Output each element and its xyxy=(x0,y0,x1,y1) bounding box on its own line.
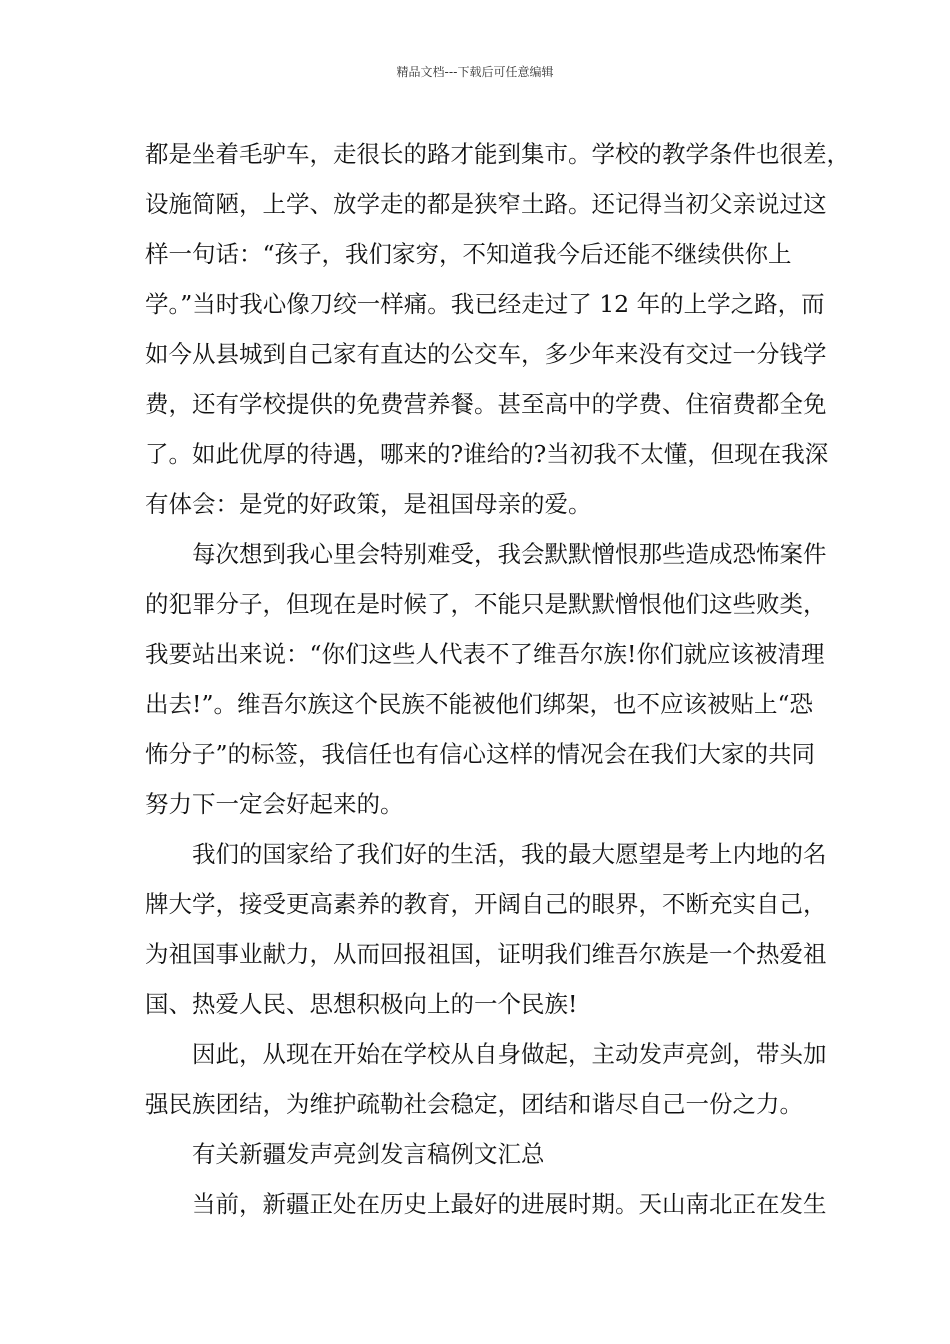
text-line: 怖分子”的标签，我信任也有信心这样的情况会在我们大家的共同 xyxy=(145,740,816,768)
paragraph xyxy=(145,129,850,529)
text-line: 样一句话：“孩子，我们家穷，不知道我今后还能不继续供你上 xyxy=(145,240,792,268)
document-body xyxy=(145,129,850,1229)
text-line: 我们的国家给了我们好的生活，我的最大愿望是考上内地的名 xyxy=(192,840,827,868)
text-line: 费，还有学校提供的免费营养餐。甚至高中的学费、住宿费都全免 xyxy=(145,390,827,418)
page-header: 精品文档---下载后可任意编辑 xyxy=(396,65,554,79)
paragraph xyxy=(145,529,827,829)
text-line: 如今从县城到自己家有直达的公交车，多少年来没有交过一分钱学 xyxy=(145,340,827,368)
text-line: 我要站出来说：“你们这些人代表不了维吾尔族!你们就应该被清理 xyxy=(145,640,825,668)
text-line: 的犯罪分子，但现在是时候了，不能只是默默憎恨他们这些败类， xyxy=(145,590,827,618)
text-line: 有关新疆发声亮剑发言稿例文汇总 xyxy=(192,1140,545,1168)
text-line: 出去!”。维吾尔族这个民族不能被他们绑架，也不应该被贴上“恐 xyxy=(145,690,813,718)
text-line: 为祖国事业献力，从而回报祖国，证明我们维吾尔族是一个热爱祖 xyxy=(145,940,827,968)
paragraph xyxy=(145,1179,827,1229)
text-line: 国、热爱人民、思想积极向上的一个民族! xyxy=(145,990,578,1018)
text-line: 有体会：是党的好政策，是祖国母亲的爱。 xyxy=(145,490,592,518)
text-line: 都是坐着毛驴车，走很长的路才能到集市。学校的教学条件也很差， xyxy=(145,140,850,168)
paragraph xyxy=(145,1029,827,1129)
text-line: 学。”当时我心像刀绞一样痛。我已经走过了 12 年的上学之路，而 xyxy=(145,290,825,318)
text-line: 设施简陋，上学、放学走的都是狭窄土路。还记得当初父亲说过这 xyxy=(145,190,827,218)
text-line: 努力下一定会好起来的。 xyxy=(145,790,404,818)
paragraph xyxy=(145,829,827,1029)
text-line: 因此，从现在开始在学校从自身做起，主动发声亮剑，带头加 xyxy=(192,1040,827,1068)
section-heading xyxy=(145,1129,815,1179)
text-line: 牌大学，接受更高素养的教育，开阔自己的眼界，不断充实自己， xyxy=(145,890,827,918)
text-line: 强民族团结，为维护疏勒社会稳定，团结和谐尽自己一份之力。 xyxy=(145,1090,803,1118)
text-line: 了。如此优厚的待遇，哪来的?谁给的?当初我不太懂，但现在我深 xyxy=(145,440,829,468)
text-line: 每次想到我心里会特别难受，我会默默憎恨那些造成恐怖案件 xyxy=(192,540,827,568)
text-line: 当前，新疆正处在历史上最好的进展时期。天山南北正在发生 xyxy=(192,1190,827,1218)
